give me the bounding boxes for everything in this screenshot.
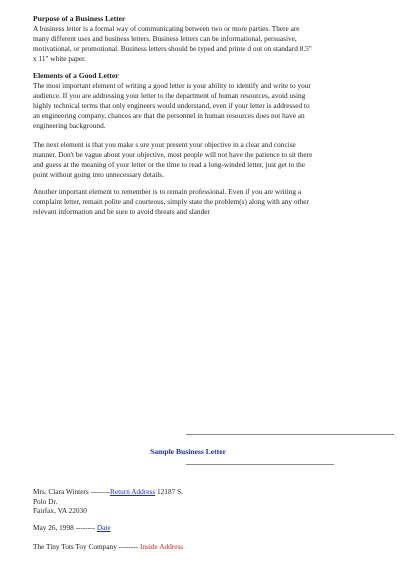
date-link[interactable]: Date [96,523,111,532]
inside-address-line [33,542,183,552]
top-divider-line [186,434,394,435]
elements-heading: Elements of a Good Letter [33,71,119,80]
street-number: 12187 S. [155,487,183,496]
return-address-link[interactable]: Return Address [109,487,156,496]
elements-paragraph-1: The most important element of writing a good letter is your ability to identify and write to your audience. If you are addressing your letter to the department of human resources, avoid using highly technical terms that only engineers would understand, even if your letter is addressed to an engineering company, chances are that the personnel in human resources does not have an engineering background. [33,81,311,131]
street-line: Polo Dr. [33,497,58,506]
return-address-line [33,487,183,497]
inside-address-label: Inside Address [139,542,184,551]
elements-paragraph-3: Another important element to remember is to remain professional. Even if you are writing a complaint letter, remain polite and courteous, simply state the problem(s) along with any other relevant information and be sure to avoid threats and slander [33,187,309,217]
date-text: May 26, 1998 -------- [33,523,97,532]
bottom-divider-line [186,464,334,465]
sample-letter-title: Sample Business Letter [150,447,226,456]
purpose-heading: Purpose of a Business Letter [33,14,126,23]
purpose-paragraph: A business letter is a formal way of communicating between two or more parties. There are many different uses and business letters. Business letters can be informational, persuasive, motivational, or promotional. Business letters should be typed and printe d out on standard 8.5" x 11" white paper. [33,24,312,64]
date-line [33,523,111,533]
company-name: The Tiny Tots Toy Company -------- [33,542,140,551]
sender-name: Mrs. Clara Winters -------- [33,487,110,496]
elements-paragraph-2: The next element is that you make s ure your present your objective in a clear and concise manner. Don't be vague about your objective, most people will not have the patience to sit there and guess at the meaning of your letter or the time to read a long-winded letter, just get to the point without going into unnecessary details. [33,140,313,180]
city-line: Fairfax, VA 22030 [33,506,87,515]
